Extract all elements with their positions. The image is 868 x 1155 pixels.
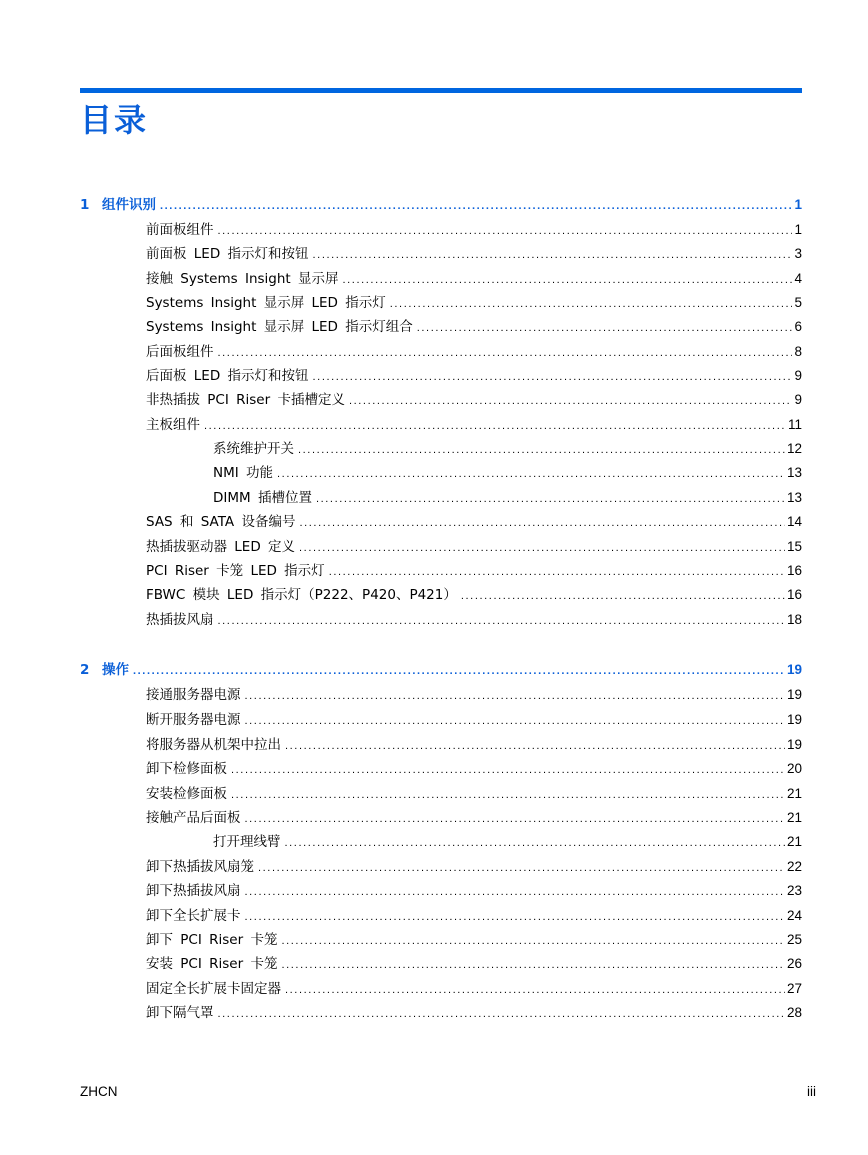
page-number: 20 bbox=[786, 761, 802, 776]
dot-leader bbox=[349, 391, 793, 411]
entry-title: 前面板组件 bbox=[146, 222, 214, 238]
entry-title: Systems Insight 显示屏 LED 指示灯组合 bbox=[146, 319, 413, 335]
page-number: 27 bbox=[786, 981, 802, 996]
dot-leader bbox=[285, 736, 785, 756]
entry-title: 卸下隔气罩 bbox=[146, 1005, 214, 1021]
dot-leader bbox=[245, 882, 785, 902]
entry-title: 安装检修面板 bbox=[146, 786, 227, 802]
dot-leader bbox=[313, 245, 793, 265]
page-number: 3 bbox=[794, 246, 802, 261]
page-number: 21 bbox=[786, 810, 802, 825]
chapter-number: 1 bbox=[80, 197, 90, 213]
footer-page-number: iii bbox=[807, 1084, 816, 1099]
dot-leader bbox=[313, 367, 793, 387]
toc-entry[interactable] bbox=[146, 954, 802, 974]
toc-entry[interactable] bbox=[146, 881, 802, 901]
dot-leader bbox=[329, 562, 785, 582]
page-number: 24 bbox=[786, 908, 802, 923]
toc-entry[interactable] bbox=[146, 759, 802, 779]
dot-leader bbox=[218, 611, 785, 631]
entry-title: 热插拔驱动器 LED 定义 bbox=[146, 539, 296, 555]
page-number: 8 bbox=[794, 344, 802, 359]
entry-title: DIMM 插槽位置 bbox=[213, 490, 312, 506]
dot-leader bbox=[231, 785, 785, 805]
toc-entry[interactable] bbox=[146, 808, 802, 828]
entry-title: 卸下热插拔风扇 bbox=[146, 883, 241, 899]
entry-title: 卸下全长扩展卡 bbox=[146, 908, 241, 924]
entry-title: 前面板 LED 指示灯和按钮 bbox=[146, 246, 309, 262]
dot-leader bbox=[343, 270, 793, 290]
dot-leader bbox=[298, 440, 785, 460]
page-number: 9 bbox=[794, 392, 802, 407]
entry-title: FBWC 模块 LED 指示灯（P222、P420、P421） bbox=[146, 587, 457, 603]
page-number: 22 bbox=[786, 859, 802, 874]
toc-subentry[interactable] bbox=[213, 439, 802, 459]
page-number: 25 bbox=[786, 932, 802, 947]
toc-entry[interactable] bbox=[146, 561, 802, 581]
toc-entry[interactable] bbox=[146, 979, 802, 999]
page-number: 15 bbox=[786, 539, 802, 554]
chapter-title: 组件识别 bbox=[102, 197, 156, 213]
page-number: 13 bbox=[786, 465, 802, 480]
dot-leader bbox=[299, 513, 785, 533]
toc-entry[interactable] bbox=[146, 415, 802, 435]
entry-title: 打开理线臂 bbox=[213, 834, 281, 850]
dot-leader bbox=[160, 196, 792, 216]
entry-title: 接触产品后面板 bbox=[146, 810, 241, 826]
entry-title: 断开服务器电源 bbox=[146, 712, 241, 728]
page-number: 1 bbox=[794, 197, 802, 212]
toc-entry[interactable] bbox=[146, 784, 802, 804]
page-number: 19 bbox=[786, 662, 802, 677]
page-number: 19 bbox=[786, 737, 802, 752]
page-number: 18 bbox=[786, 612, 802, 627]
entry-title: 卸下检修面板 bbox=[146, 761, 227, 777]
entry-title: 接触 Systems Insight 显示屏 bbox=[146, 271, 339, 287]
toc-chapter-1[interactable] bbox=[80, 195, 802, 215]
entry-title: 卸下热插拔风扇笼 bbox=[146, 859, 254, 875]
page-number: 21 bbox=[786, 786, 802, 801]
footer-language-code: ZHCN bbox=[80, 1084, 118, 1099]
dot-leader bbox=[231, 760, 785, 780]
entry-title: 安装 PCI Riser 卡笼 bbox=[146, 956, 278, 972]
entry-title: 接通服务器电源 bbox=[146, 687, 241, 703]
page-number: 28 bbox=[786, 1005, 802, 1020]
dot-leader bbox=[299, 538, 785, 558]
page-title: 目录 bbox=[80, 101, 149, 139]
dot-leader bbox=[245, 686, 785, 706]
page-number: 19 bbox=[786, 712, 802, 727]
toc-entry[interactable] bbox=[146, 537, 802, 557]
page-number: 11 bbox=[787, 417, 802, 432]
page-number: 1 bbox=[794, 222, 802, 237]
page-number: 4 bbox=[794, 271, 802, 286]
entry-title: 固定全长扩展卡固定器 bbox=[146, 981, 281, 997]
dot-leader bbox=[417, 318, 793, 338]
chapter-title: 操作 bbox=[102, 662, 129, 678]
dot-leader bbox=[277, 464, 785, 484]
dot-leader bbox=[245, 907, 785, 927]
entry-title: PCI Riser 卡笼 LED 指示灯 bbox=[146, 563, 325, 579]
page-number: 12 bbox=[786, 441, 802, 456]
page-number: 26 bbox=[786, 956, 802, 971]
dot-leader bbox=[281, 931, 785, 951]
entry-title: NMI 功能 bbox=[213, 465, 274, 481]
entry-title: 系统维护开关 bbox=[213, 441, 294, 457]
toc-entry[interactable] bbox=[146, 342, 802, 362]
entry-title: SAS 和 SATA 设备编号 bbox=[146, 514, 296, 530]
dot-leader bbox=[316, 489, 785, 509]
page-number: 9 bbox=[794, 368, 802, 383]
toc-entry[interactable] bbox=[146, 610, 802, 630]
chapter-number: 2 bbox=[80, 662, 90, 678]
toc-entry[interactable] bbox=[146, 1003, 802, 1023]
toc-entry[interactable] bbox=[146, 512, 802, 532]
dot-leader bbox=[218, 343, 793, 363]
entry-title: 后面板 LED 指示灯和按钮 bbox=[146, 368, 309, 384]
dot-leader bbox=[258, 858, 785, 878]
dot-leader bbox=[390, 294, 793, 314]
toc-entry[interactable] bbox=[146, 269, 802, 289]
toc-subentry[interactable] bbox=[213, 832, 802, 852]
toc-entry[interactable] bbox=[146, 685, 802, 705]
dot-leader bbox=[218, 221, 793, 241]
toc-entry[interactable] bbox=[146, 930, 802, 950]
entry-title: 热插拔风扇 bbox=[146, 612, 214, 628]
toc-entry[interactable] bbox=[146, 906, 802, 926]
page-number: 23 bbox=[786, 883, 802, 898]
page-number: 13 bbox=[786, 490, 802, 505]
entry-title: Systems Insight 显示屏 LED 指示灯 bbox=[146, 295, 386, 311]
dot-leader bbox=[281, 955, 785, 975]
page-number: 16 bbox=[786, 563, 802, 578]
toc-entry[interactable] bbox=[146, 220, 802, 240]
toc-entry[interactable] bbox=[146, 710, 802, 730]
toc-entry[interactable] bbox=[146, 585, 802, 605]
page-number: 21 bbox=[786, 834, 802, 849]
entry-title: 后面板组件 bbox=[146, 344, 214, 360]
toc-subentry[interactable] bbox=[213, 463, 802, 483]
dot-leader bbox=[245, 809, 785, 829]
entry-title: 主板组件 bbox=[146, 417, 200, 433]
toc-entry[interactable] bbox=[146, 857, 802, 877]
dot-leader bbox=[133, 661, 785, 681]
page-number: 16 bbox=[786, 587, 802, 602]
toc-entry[interactable] bbox=[146, 390, 802, 410]
toc-entry[interactable] bbox=[146, 293, 802, 313]
page-number: 19 bbox=[786, 687, 802, 702]
dot-leader bbox=[204, 416, 786, 436]
entry-title: 将服务器从机架中拉出 bbox=[146, 737, 281, 753]
toc-entry[interactable] bbox=[146, 735, 802, 755]
page-number: 5 bbox=[794, 295, 802, 310]
dot-leader bbox=[285, 980, 785, 1000]
dot-leader bbox=[285, 833, 785, 853]
dot-leader bbox=[218, 1004, 785, 1024]
toc-chapter-2[interactable] bbox=[80, 660, 802, 680]
dot-leader bbox=[461, 586, 785, 606]
page-number: 14 bbox=[786, 514, 802, 529]
entry-title: 非热插拔 PCI Riser 卡插槽定义 bbox=[146, 392, 345, 408]
toc-entry[interactable] bbox=[146, 244, 802, 264]
toc-entry[interactable] bbox=[146, 366, 802, 386]
toc-entry[interactable] bbox=[146, 317, 802, 337]
toc-subentry[interactable] bbox=[213, 488, 802, 508]
dot-leader bbox=[245, 711, 785, 731]
page-number: 6 bbox=[794, 319, 802, 334]
entry-title: 卸下 PCI Riser 卡笼 bbox=[146, 932, 278, 948]
